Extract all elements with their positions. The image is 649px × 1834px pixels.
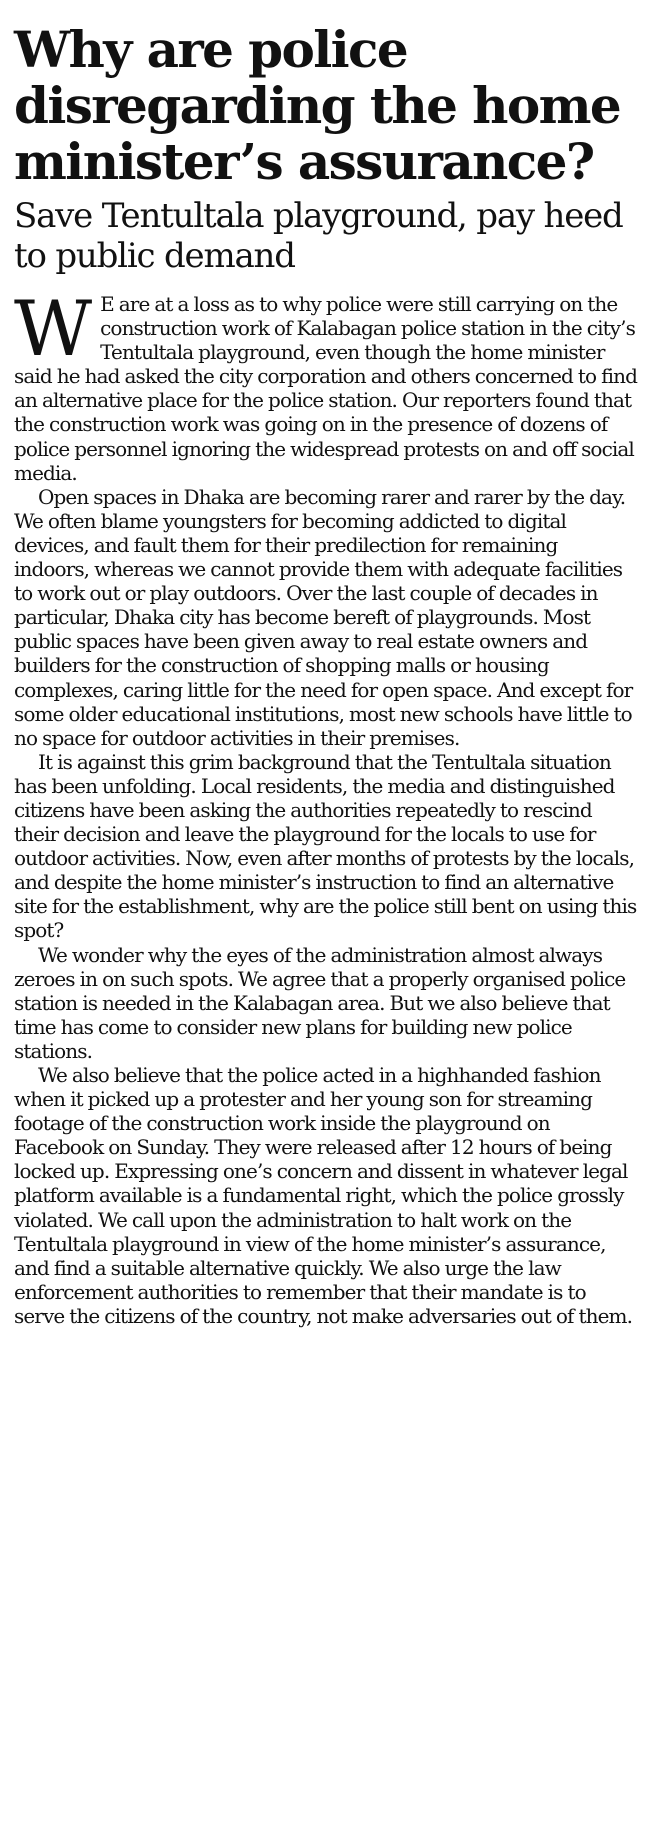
paragraph-5: We also believe that the police acted in a highhanded fashion when it picked up a protester and her young son for streaming footage of the construction work inside the playground on Facebook on Sunday. They were released after 12 hours of being locked up. Expressing one’s concern and dissent in whatever legal platform available is a fundamental right, which the police grossly violated. We call upon the administration to halt work on the Tentultala playground in view of the home minister’s assurance, and find a suitable alternative quickly. We also urge the law enforcement authorities to remember that their mandate is to serve the citizens of the country, not make adversaries out of them. — [14, 1063, 633, 1328]
paragraph-4: We wonder why the eyes of the administration almost always zeroes in on such spots. We agree that a properly organised police station is needed in the Kalabagan area. But we also believe that time has come to consider new plans for building new police stations. — [14, 942, 626, 1063]
paragraph-1 — [14, 284, 637, 485]
drop-cap: W — [14, 284, 93, 373]
article-body — [14, 284, 637, 1328]
headline: Why are police disregarding the home minister’s assurance? — [14, 20, 621, 191]
paragraph-1-text: E are at a loss as to why police were still carrying on the construction work of Kalabagan police station in the city’s Tentultala playground, even though the home minister said he had asked the city corporation and others concerned to find an alternative place for the police station. Our reporters found that the construction work was going on in the presence of dozens of police personnel ignoring the widespread protests on and off social media. — [14, 292, 637, 485]
paragraph-2: Open spaces in Dhaka are becoming rarer and rarer by the day. We often blame youngsters for becoming addicted to digital devices, and fault them for their predilection for remaining indoors, whereas we cannot provide them with adequate facilities to work out or play outdoors. Over the last couple of decades in particular, Dhaka city has become bereft of playgrounds. Most public spaces have been given away to real estate owners and builders for the construction of shopping malls or housing complexes, caring little for the need for open space. And except for some older educational institutions, most new schools have little to no space for outdoor activities in their premises. — [14, 484, 633, 750]
subheadline: Save Tentultala playground, pay heed to public demand — [14, 196, 623, 276]
paragraph-3: It is against this grim background that the Tentultala situation has been unfolding. Local residents, the media and distinguished citizens have been asking the authorities repeatedly to rescind their decision and leave the playground for the locals to use for outdoor activities. Now, even after months of protests by the locals, and despite the home minister’s instruction to find an alternative site for the establishment, why are the police still bent on using this spot? — [14, 749, 637, 943]
